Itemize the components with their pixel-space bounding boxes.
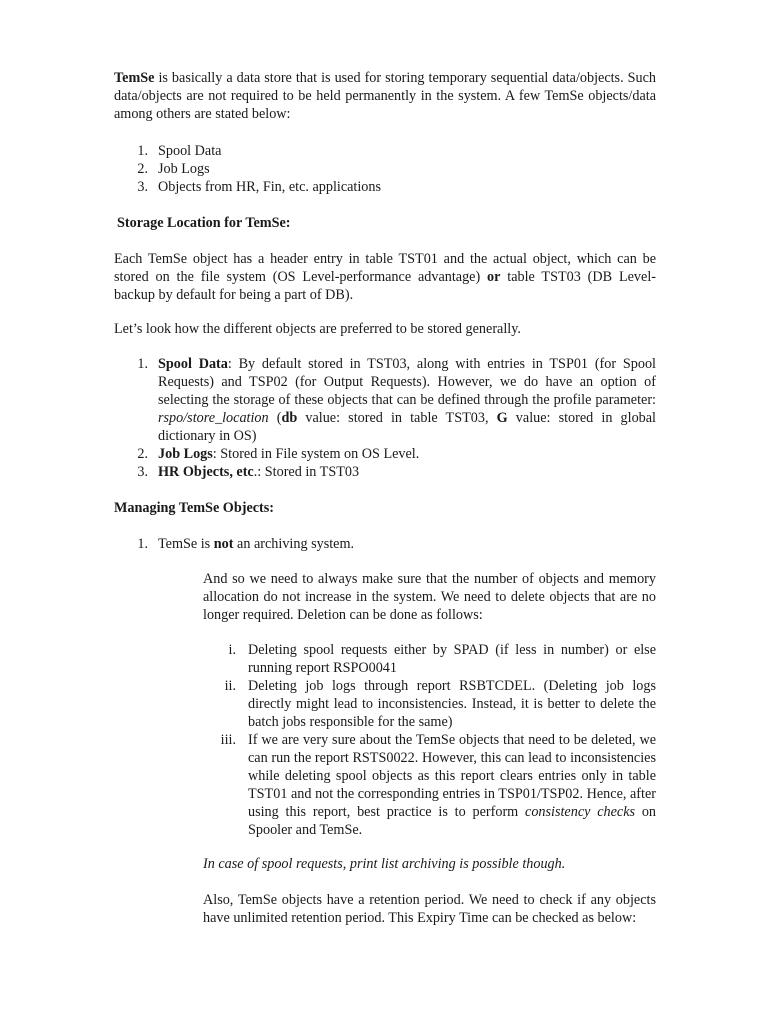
managing-item-not: not (213, 536, 234, 552)
list-item-text (158, 535, 354, 553)
retention-paragraph: Also, TemSe objects have a retention period. We need to check if any objects have unlimited retention period. This Expiry Time can be checked as below: (203, 892, 656, 926)
list-marker: 1. (137, 536, 148, 552)
list-marker: i. (228, 642, 236, 658)
list-marker: ii. (224, 678, 236, 694)
spool-data-text: value: stored in table TST03, (297, 410, 497, 426)
storage-paragraph-2: Let’s look how the different objects are preferred to be stored generally. (114, 321, 521, 337)
job-logs-text: : Stored in File system on OS Level. (212, 446, 420, 462)
deletion-paragraph: And so we need to always make sure that the number of objects and memory allocation do not increase in the system. We need to delete objects that are no longer required. Deletion can be done as follows: (203, 571, 656, 623)
list-item-text: Objects from HR, Fin, etc. applications (158, 179, 382, 195)
storage-heading: Storage Location for TemSe: (117, 215, 291, 231)
profile-parameter: rspo/store_location (158, 410, 269, 426)
spool-data-label: Spool Data (158, 356, 228, 372)
intro-term: TemSe (114, 70, 155, 86)
list-item-text: Job Logs (158, 161, 210, 177)
list-item-text (158, 445, 419, 463)
list-marker: iii. (220, 732, 236, 748)
spool-data-text: : By default stored in TST03, along with entries in TSP01 (for Spool Requests) and TSP02 (for Output Requests). However, we do have an option of selecting the storage of these objects that can be defined through the profile parameter: (158, 356, 656, 408)
list-marker: 2. (137, 161, 148, 177)
spool-data-text: ( (268, 410, 282, 426)
rsts-text: on Spooler and TemSe. (248, 804, 657, 838)
list-item-text: Deleting spool requests either by SPAD (if less in number) or else running report RSPO0041 (248, 642, 656, 676)
spool-data-text: value: stored in global dictionary in OS) (158, 410, 656, 444)
managing-item-text: an archiving system. (233, 536, 355, 552)
storage-text-a: Each TemSe object has a header entry in table TST01 and the actual object, which can be stored on the file system (OS Level-performance advantage) (114, 251, 656, 285)
db-value: db (281, 410, 298, 426)
storage-paragraph (114, 250, 656, 304)
consistency-checks: consistency checks (525, 804, 636, 820)
rsts-text: If we are very sure about the TemSe objects that need to be deleted, we can run the report RSTS0022. However, this can lead to inconsistencies while deleting spool objects as this report clears entries only in table TST01 and not the corresponding entries in TSP01/TSP02. Hence, after using this report, best practice is to perform (248, 732, 656, 820)
storage-or: or (487, 269, 501, 285)
list-marker: 2. (137, 446, 148, 462)
storage-text-b: table TST03 (DB Level-backup by default for being a part of DB). (114, 269, 656, 303)
intro-text: is basically a data store that is used for storing temporary sequential data/objects. Such data/objects are not required to be held permanently in the system. A few TemSe objects/data among others are stated below: (114, 70, 656, 122)
job-logs-label: Job Logs (158, 446, 213, 462)
hr-objects-label: HR Objects, etc (158, 464, 254, 480)
list-item-text: Spool Data (158, 143, 222, 159)
managing-item-text: TemSe is (158, 536, 214, 552)
managing-heading: Managing TemSe Objects: (114, 500, 275, 516)
list-marker: 3. (137, 464, 148, 480)
list-item-text: Deleting job logs through report RSBTCDEL. (Deleting job logs directly might lead to inconsistencies. Instead, it is better to delete the batch jobs responsible for the same) (248, 678, 656, 730)
archiving-note: In case of spool requests, print list archiving is possible though. (203, 856, 566, 872)
list-marker: 1. (137, 356, 148, 372)
list-item-text (248, 731, 656, 839)
list-marker: 3. (137, 179, 148, 195)
list-item-text (158, 355, 656, 445)
intro-paragraph (114, 69, 656, 123)
list-item-text (158, 463, 359, 481)
g-value: G (496, 410, 508, 426)
hr-objects-text: .: Stored in TST03 (253, 464, 360, 480)
list-marker: 1. (137, 143, 148, 159)
